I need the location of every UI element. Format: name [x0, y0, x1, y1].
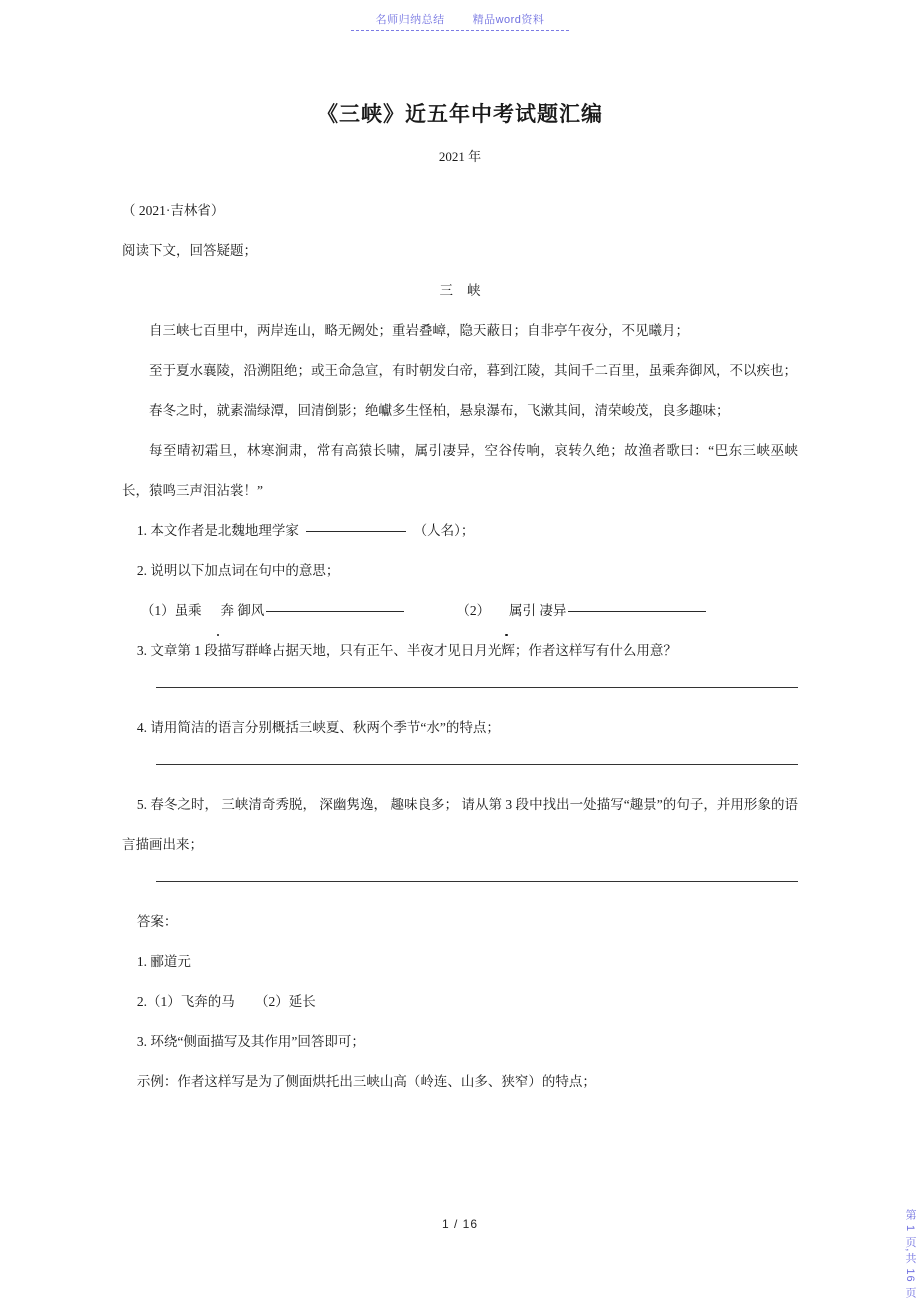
question-3: 3. 文章第 1 段描写群峰占据天地，只有正午、半夜才见日月光辉；作者这样写有什么用意？: [136, 643, 677, 658]
document-content: [0, 191, 920, 1102]
question-5: 5. 春冬之时， 三峡清奇秀脱， 深幽隽逸， 趣味良多； 请从第 3 段中找出一处描写“趣景”的句子，并用形象的语言描画出来；: [122, 797, 798, 852]
question-2-sub1-dotted-char: 奔: [202, 591, 234, 631]
question-2-sub2-label: （2）: [456, 603, 491, 618]
question-4: 4. 请用简洁的语言分别概括三峡夏、秋两个季节“水”的特点；: [136, 720, 500, 735]
question-2-subquestions: [122, 591, 798, 631]
passage-title-char-2: 峡: [467, 283, 481, 298]
spacer-after-q5: [122, 882, 798, 902]
question-1-suffix: （人名）；: [413, 523, 475, 538]
passage-paragraph-2: 至于夏水襄陵，沿溯阻绝；或王命急宣，有时朝发白帝，暮到江陵，其间千二百里，虽乘奔御风，不以疾也；: [149, 363, 797, 378]
passage-title: [122, 271, 798, 311]
instruction-line: 阅读下文，回答疑题；: [122, 243, 257, 258]
passage-paragraph-3: 春冬之时，就素湍绿潭，回清倒影；绝巘多生怪柏，悬泉瀑布，飞漱其间，清荣峻茂，良多趣味；: [149, 403, 730, 418]
question-2-sub1-rest: 御风: [234, 603, 265, 618]
question-2: 2. 说明以下加点词在句中的意思；: [136, 563, 340, 578]
question-1: [122, 511, 798, 551]
question-1-text: 1. 本文作者是北魏地理学家: [136, 523, 299, 538]
question-2-sub2-dotted-char: 属: [490, 591, 522, 631]
watermark-side-note: 第 1 页,共 16 页: [904, 1209, 916, 1299]
spacer-after-q4: [122, 765, 798, 785]
answer-3: 3. 环绕“侧面描写及其作用”回答即可；: [136, 1034, 365, 1049]
watermark-header-left: 名师归纳总结: [375, 14, 445, 26]
answers-heading: 答案：: [136, 914, 178, 929]
answer-2: 2.（1）飞奔的马 （2）延长: [136, 994, 316, 1009]
question-2-sub2-blank[interactable]: [568, 611, 706, 612]
question-2-sub1-blank[interactable]: [266, 611, 404, 612]
answer-3-example: 示例：作者这样写是为了侧面烘托出三峡山高（岭连、山多、狭窄）的特点；: [136, 1074, 596, 1089]
question-2-sub1-label: （1）虽乘: [140, 603, 202, 618]
question-1-blank[interactable]: [306, 531, 406, 532]
watermark-header-right: 精品word资料: [472, 14, 545, 26]
passage-paragraph-4: 每至晴初霜旦，林寒涧肃，常有高猿长啸，属引凄异，空谷传响，哀转久绝；故渔者歌曰：“巴东三峡巫峡长，猿鸣三声泪沾裳！”: [122, 443, 798, 498]
passage-paragraph-1: 自三峡七百里中，两岸连山，略无阙处；重岩叠嶂，隐天蔽日；自非亭午夜分，不见曦月；: [149, 323, 689, 338]
answer-1: 1. 郦道元: [136, 954, 191, 969]
passage-title-char-1: 三: [439, 283, 453, 298]
page-subtitle: 2021 年: [438, 149, 482, 164]
page-title: 《三峡》近五年中考试题汇编: [317, 102, 603, 126]
page-number-footer: 1 / 16: [441, 1217, 479, 1231]
source-line: （ 2021·吉林省）: [122, 203, 225, 218]
spacer-after-q3: [122, 688, 798, 708]
question-2-sub2-rest: 引 凄异: [522, 603, 567, 618]
